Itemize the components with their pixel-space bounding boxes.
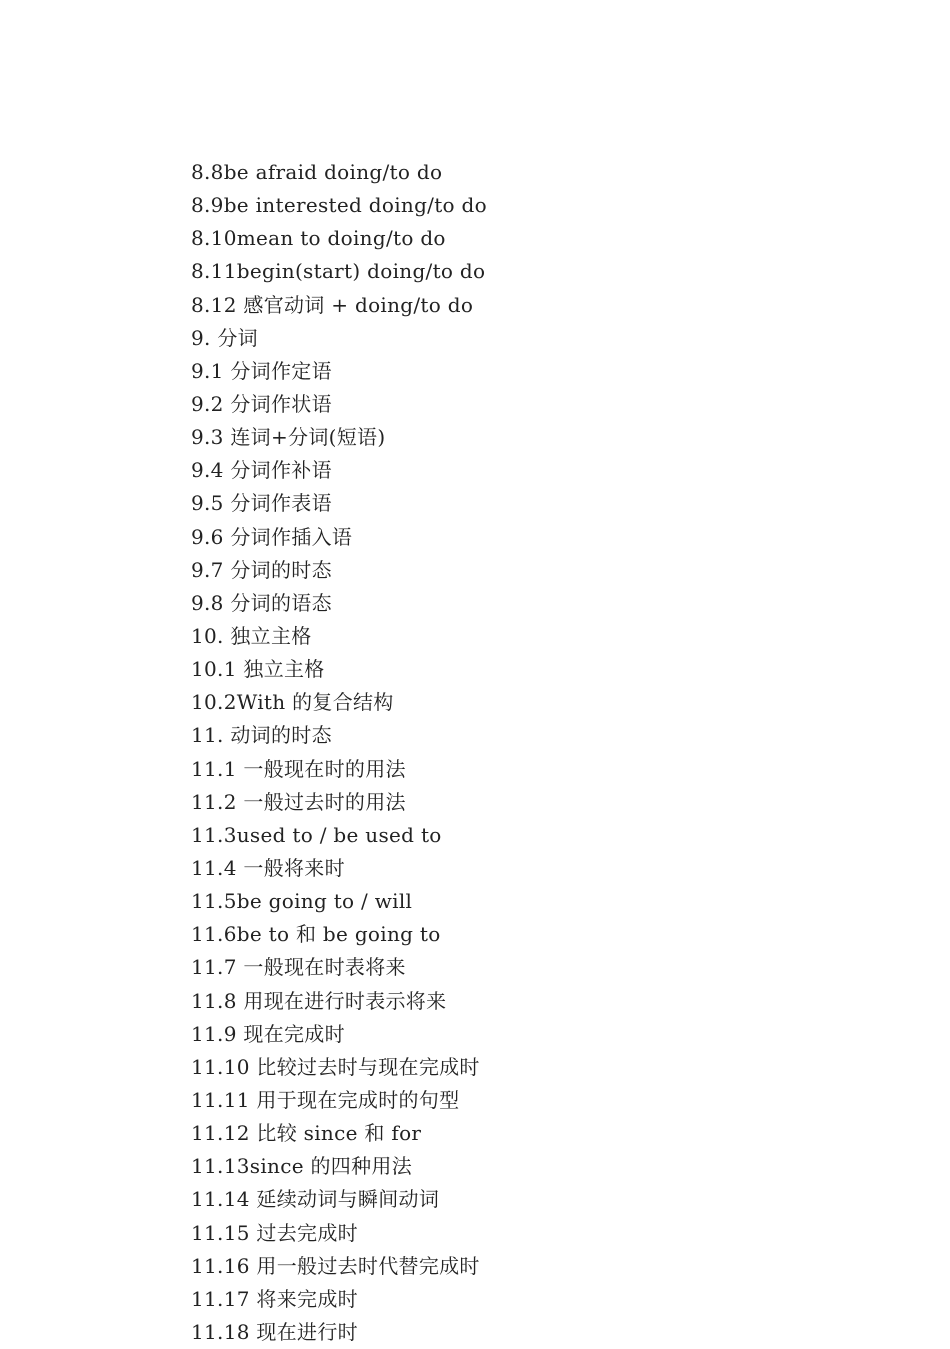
toc-line: 9.4 分词作补语 (191, 458, 332, 483)
table-of-contents (191, 156, 487, 1349)
toc-line: 9. 分词 (191, 325, 258, 350)
toc-line: 8.8be afraid doing/to do (191, 160, 443, 184)
toc-line: 11.9 现在完成时 (191, 1021, 345, 1046)
toc-line: 11.5be going to / will (191, 889, 413, 914)
toc-line: 10.1 独立主格 (191, 657, 325, 682)
toc-line: 9.2 分词作状语 (191, 391, 332, 416)
toc-line: 11.18 现在进行时 (191, 1319, 358, 1344)
toc-line: 8.9be interested doing/to do (191, 193, 487, 218)
toc-line: 11.6be to 和 be going to (191, 922, 441, 947)
toc-line: 11.11 用于现在完成时的句型 (191, 1087, 460, 1112)
toc-line: 11.10 比较过去时与现在完成时 (191, 1054, 480, 1079)
toc-line: 10.2With 的复合结构 (191, 690, 394, 715)
toc-line: 9.5 分词作表语 (191, 491, 332, 516)
toc-line: 11.8 用现在进行时表示将来 (191, 988, 447, 1013)
toc-line: 8.10mean to doing/to do (191, 226, 446, 251)
toc-line: 9.6 分词作插入语 (191, 524, 353, 549)
toc-line: 11.2 一般过去时的用法 (191, 789, 406, 814)
toc-line: 8.11begin(start) doing/to do (191, 259, 486, 284)
toc-line: 9.1 分词作定语 (191, 358, 332, 383)
toc-line: 11.1 一般现在时的用法 (191, 756, 406, 781)
toc-line: 9.7 分词的时态 (191, 557, 332, 582)
toc-line: 9.3 连词+分词(短语) (191, 425, 386, 450)
toc-line: 10. 独立主格 (191, 623, 312, 648)
toc-line: 11.3used to / be used to (191, 822, 442, 847)
toc-line: 11.14 延续动词与瞬间动词 (191, 1187, 440, 1212)
toc-line: 11.4 一般将来时 (191, 855, 345, 880)
toc-line: 11.13since 的四种用法 (191, 1154, 412, 1179)
toc-line: 11. 动词的时态 (191, 723, 332, 748)
toc-line: 11.15 过去完成时 (191, 1220, 358, 1245)
toc-line: 9.8 分词的语态 (191, 590, 332, 615)
toc-line: 11.16 用一般过去时代替完成时 (191, 1253, 480, 1278)
toc-line: 11.7 一般现在时表将来 (191, 955, 406, 980)
toc-line: 8.12 感官动词 + doing/to do (191, 292, 474, 317)
toc-line: 11.17 将来完成时 (191, 1286, 358, 1311)
toc-line: 11.12 比较 since 和 for (191, 1121, 422, 1146)
